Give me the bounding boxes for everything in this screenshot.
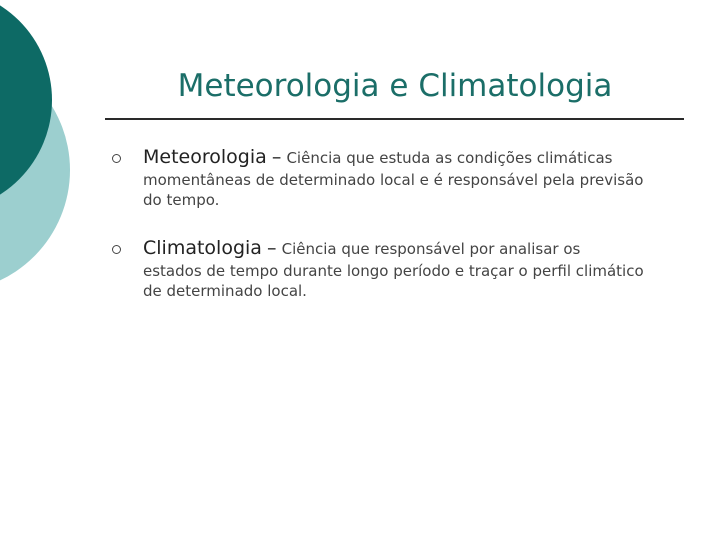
definition-line: estados de tempo durante longo período e traçar o perfil climático: [143, 262, 644, 280]
definition-start: Ciência que responsável por analisar os: [281, 240, 581, 258]
hollow-circle-bullet-icon: [112, 154, 121, 163]
hollow-circle-bullet-icon: [112, 245, 121, 254]
term-dash: –: [267, 237, 277, 259]
definition-line: de determinado local.: [143, 282, 307, 300]
bullet-list: [112, 146, 702, 328]
term-climatologia: Climatologia: [143, 237, 262, 259]
bullet-first-line: [143, 237, 702, 259]
term-dash: –: [271, 146, 282, 168]
bullet-item-climatologia: [112, 237, 702, 301]
definition-line: do tempo.: [143, 191, 220, 209]
slide-title: Meteorologia e Climatologia: [177, 68, 613, 104]
bullet-item-meteorologia: [112, 146, 702, 210]
decorative-circles-graphic: [0, 0, 120, 300]
definition-line: momentâneas de determinado local e é responsável pela previsão: [143, 171, 644, 189]
definition-start: Ciência que estuda as condições climáticas: [286, 149, 613, 167]
term-meteorologia: Meteorologia: [143, 146, 267, 168]
title-divider: [105, 118, 684, 120]
bullet-first-line: [143, 146, 702, 168]
